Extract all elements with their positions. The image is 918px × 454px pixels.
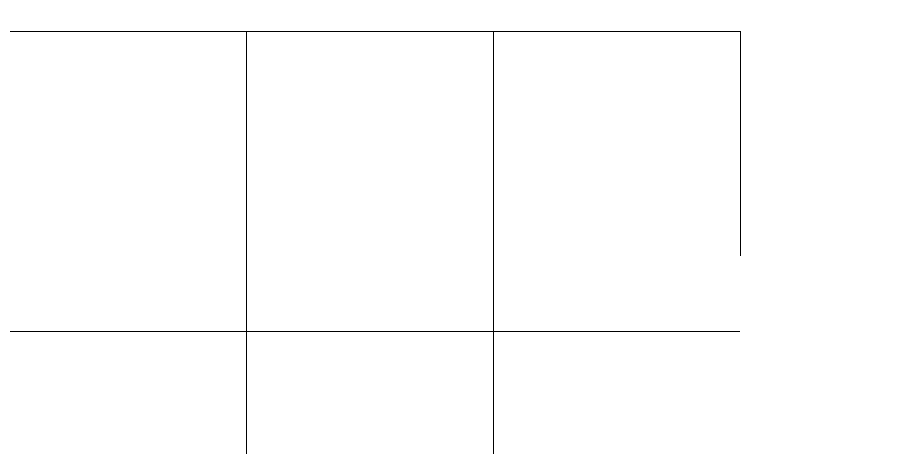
top-rule xyxy=(10,31,740,32)
divider-1 xyxy=(246,31,247,454)
divider-3 xyxy=(740,31,741,256)
divider-2 xyxy=(493,31,494,454)
middle-rule xyxy=(10,331,740,332)
